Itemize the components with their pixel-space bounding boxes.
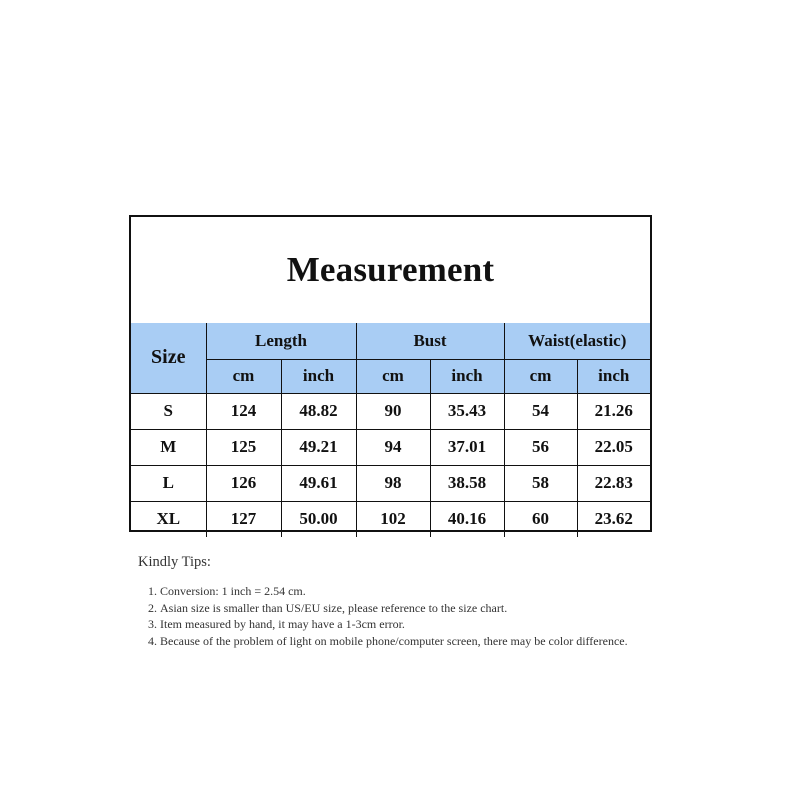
table-row: [131, 393, 650, 429]
bust-cm-cell: 98: [356, 465, 430, 501]
table-row: [131, 465, 650, 501]
length-inch-cell: 49.61: [281, 465, 356, 501]
waist-inch-cell: 23.62: [577, 501, 650, 537]
length-cm-cell: 126: [206, 465, 281, 501]
tip-item: 1. Conversion: 1 inch = 2.54 cm.: [160, 583, 678, 600]
unit-header: cm: [356, 359, 430, 393]
length-cm-cell: 125: [206, 429, 281, 465]
length-inch-cell: 49.21: [281, 429, 356, 465]
size-chart: [129, 215, 652, 532]
size-cell: L: [131, 465, 206, 501]
size-cell: XL: [131, 501, 206, 537]
length-group-header: Length: [206, 323, 356, 359]
unit-header: cm: [504, 359, 577, 393]
unit-header: inch: [577, 359, 650, 393]
unit-header: cm: [206, 359, 281, 393]
size-cell: S: [131, 393, 206, 429]
group-header-row: [131, 323, 650, 359]
length-cm-cell: 124: [206, 393, 281, 429]
tips-list: [138, 583, 678, 649]
waist-inch-cell: 22.83: [577, 465, 650, 501]
waist-cm-cell: 60: [504, 501, 577, 537]
waist-cm-cell: 58: [504, 465, 577, 501]
unit-header-row: [131, 359, 650, 393]
table-row: [131, 429, 650, 465]
length-inch-cell: 50.00: [281, 501, 356, 537]
kindly-tips: [138, 554, 678, 649]
tips-title: Kindly Tips:: [138, 554, 211, 570]
bust-inch-cell: 35.43: [430, 393, 504, 429]
tip-item: 3. Item measured by hand, it may have a 1-3cm error.: [160, 616, 678, 633]
waist-inch-cell: 22.05: [577, 429, 650, 465]
bust-cm-cell: 102: [356, 501, 430, 537]
table-row: [131, 501, 650, 537]
unit-header: inch: [430, 359, 504, 393]
bust-cm-cell: 90: [356, 393, 430, 429]
tip-item: 4. Because of the problem of light on mobile phone/computer screen, there may be color difference.: [160, 633, 678, 650]
size-cell: M: [131, 429, 206, 465]
waist-cm-cell: 56: [504, 429, 577, 465]
size-column-header: Size: [131, 323, 206, 393]
waist-inch-cell: 21.26: [577, 393, 650, 429]
length-cm-cell: 127: [206, 501, 281, 537]
chart-title: Measurement: [286, 250, 495, 289]
tip-item: 2. Asian size is smaller than US/EU size, please reference to the size chart.: [160, 600, 678, 617]
bust-inch-cell: 37.01: [430, 429, 504, 465]
size-table: [131, 323, 650, 537]
bust-cm-cell: 94: [356, 429, 430, 465]
length-inch-cell: 48.82: [281, 393, 356, 429]
chart-title-box: [131, 217, 650, 325]
bust-group-header: Bust: [356, 323, 504, 359]
waist-group-header: Waist(elastic): [504, 323, 650, 359]
bust-inch-cell: 40.16: [430, 501, 504, 537]
waist-cm-cell: 54: [504, 393, 577, 429]
bust-inch-cell: 38.58: [430, 465, 504, 501]
unit-header: inch: [281, 359, 356, 393]
